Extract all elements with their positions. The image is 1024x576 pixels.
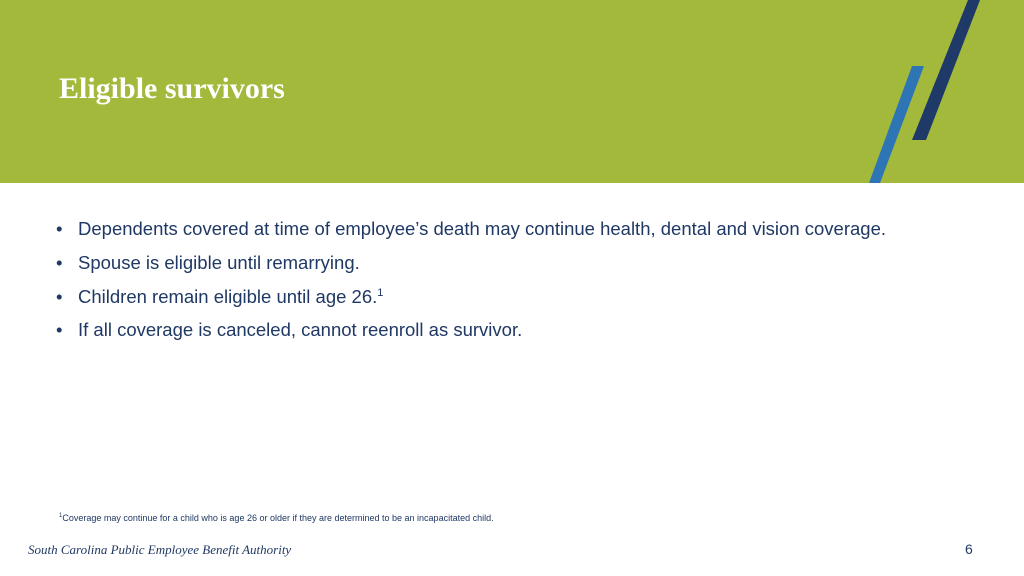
page-number: 6 — [965, 541, 973, 557]
bullet-item — [56, 313, 886, 347]
footnote-reference: 1 — [377, 286, 384, 299]
bullet-dot: • — [56, 285, 63, 307]
footnote-marker: 1 — [59, 513, 63, 519]
bullet-dot: • — [56, 319, 63, 341]
footnote — [59, 513, 494, 523]
stripe-light — [869, 66, 924, 183]
bullet-text: Children remain eligible until age 26. — [78, 285, 378, 307]
bullet-dot: • — [56, 251, 63, 273]
bullet-text: If all coverage is canceled, cannot reenroll as survivor. — [78, 319, 523, 341]
slide-title: Eligible survivors — [59, 72, 285, 105]
bullet-text: Spouse is eligible until remarrying. — [78, 251, 360, 273]
bullet-item — [56, 246, 886, 280]
bullet-item — [56, 212, 886, 246]
decorative-stripes — [860, 0, 990, 183]
bullet-text: Dependents covered at time of employee’s death may continue health, dental and vision coverage. — [78, 218, 887, 239]
bullet-dot: • — [56, 218, 63, 239]
bullet-list — [56, 212, 886, 347]
footnote-text: Coverage may continue for a child who is age 26 or older if they are determined to be an incapacitated child. — [62, 513, 494, 523]
bullet-item — [56, 280, 886, 314]
organization-name: South Carolina Public Employee Benefit Authority — [28, 542, 292, 557]
header-banner — [0, 0, 1024, 183]
